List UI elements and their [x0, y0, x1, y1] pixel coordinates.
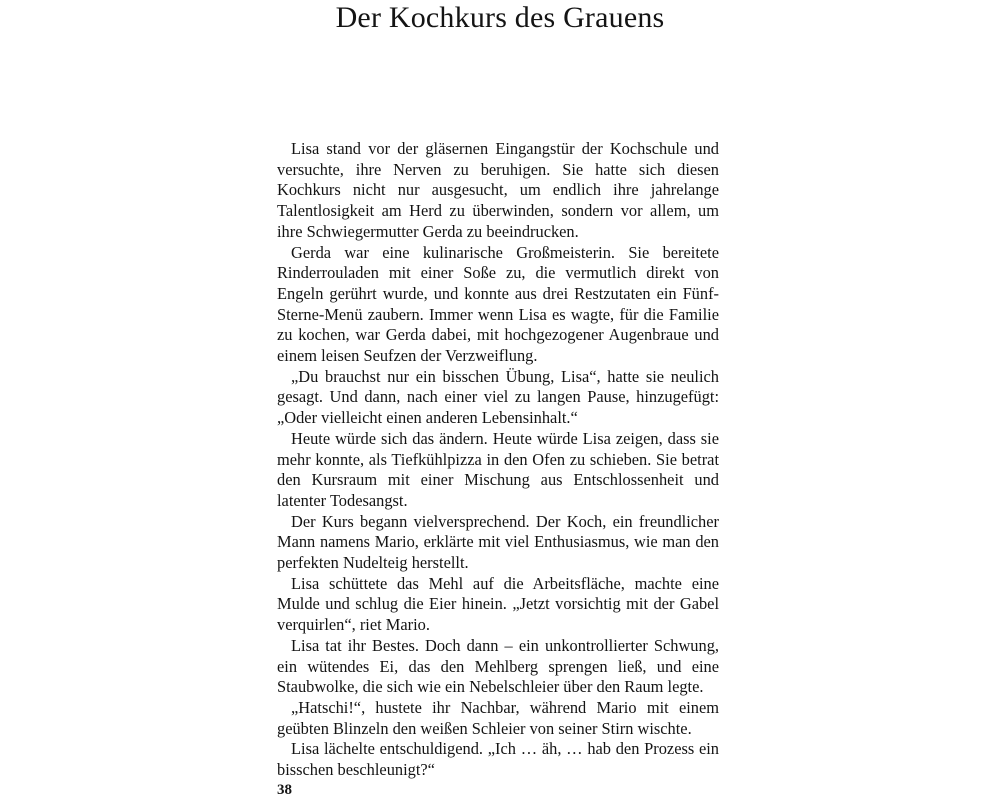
paragraph: Lisa lächelte entschuldigend. „Ich … äh, … hab den Prozess ein bisschen beschleunigt?“: [277, 739, 719, 780]
paragraph: Lisa stand vor der gläsernen Eingangstür der Kochschule und versuchte, ihre Nerven zu beruhigen. Sie hatte sich diesen Kochkurs nicht nur ausgesucht, um endlich ihre jahrelange Talentlosigkeit am Herd zu überwinden, sondern vor allem, um ihre Schwiegermutter Gerda zu beeindrucken.: [277, 139, 719, 241]
paragraph: Lisa tat ihr Bestes. Doch dann – ein unkontrollierter Schwung, ein wütendes Ei, das den Mehlberg sprengen ließ, und eine Staubwolke, die sich wie ein Nebelschleier über den Raum legte.: [277, 635, 719, 697]
paragraph: Gerda war eine kulinarische Großmeisterin. Sie bereitete Rinderrouladen mit einer Soße zu, die vermutlich direkt von Engeln gerührt wurde, und konnte aus drei Restzutaten ein Fünf-Sterne-Menü zaubern. Immer wenn Lisa es wagte, für die Familie zu kochen, war Gerda dabei, mit hochgezogener Augenbraue und einem leisen Seufzen der Verzweiflung.: [277, 242, 719, 366]
paragraph: Der Kurs begann vielversprechend. Der Koch, ein freundlicher Mann namens Mario, erklärte mit viel Enthusiasmus, wie man den perfekten Nudelteig herstellt.: [277, 511, 719, 573]
paragraph: „Du brauchst nur ein bisschen Übung, Lisa“, hatte sie neulich gesagt. Und dann, nach einer viel zu langen Pause, hinzugefügt: „Oder vielleicht einen anderen Lebensinhalt.“: [277, 366, 719, 428]
body-text: [277, 139, 719, 781]
page-number: 38: [277, 782, 292, 798]
paragraph: Heute würde sich das ändern. Heute würde Lisa zeigen, dass sie mehr konnte, als Tiefkühlpizza in den Ofen zu schieben. Sie betrat den Kursraum mit einer Mischung aus Entschlossenheit und latenter Todesangst.: [277, 428, 719, 510]
chapter-title: Der Kochkurs des Grauens: [335, 1, 665, 34]
paragraph: „Hatschi!“, hustete ihr Nachbar, während Mario mit einem geübten Blinzeln den weißen Schleier von seiner Stirn wischte.: [277, 697, 719, 738]
paragraph: Lisa schüttete das Mehl auf die Arbeitsfläche, machte eine Mulde und schlug die Eier hinein. „Jetzt vorsichtig mit der Gabel verquirlen“, riet Mario.: [277, 573, 719, 635]
